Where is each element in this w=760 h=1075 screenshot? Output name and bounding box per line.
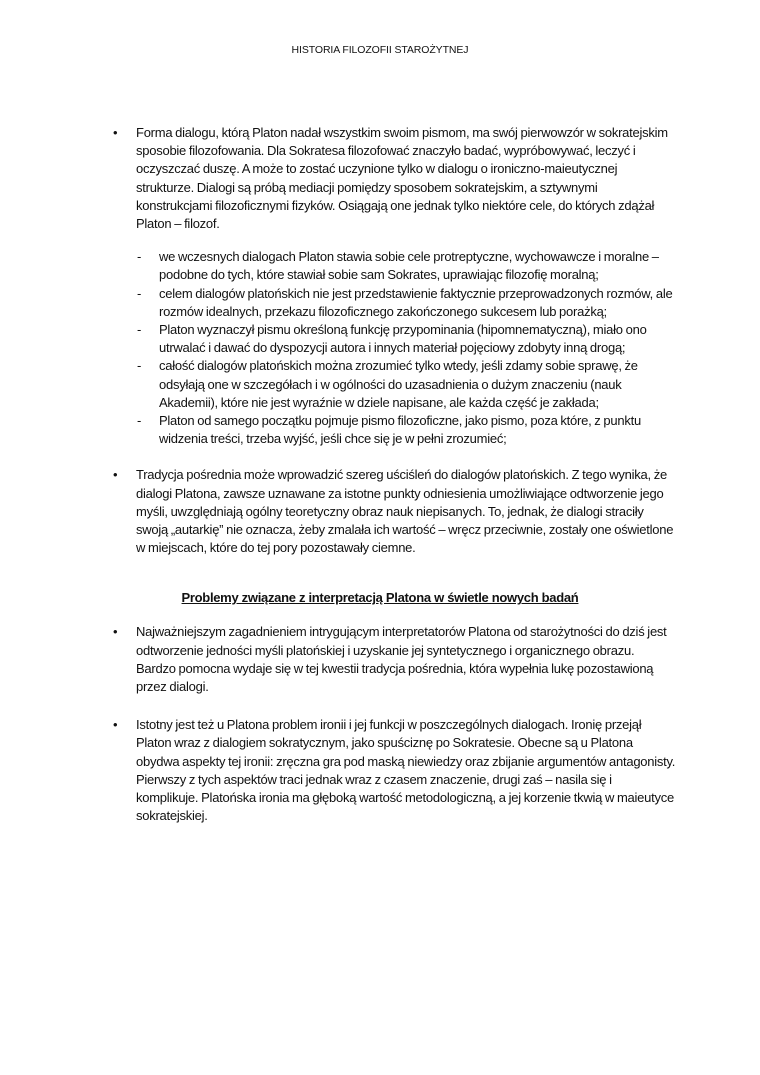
bullet-marker: •: [113, 624, 118, 640]
bullet-paragraph-indirect-tradition: [113, 466, 676, 557]
dash-marker: -: [137, 413, 142, 429]
dash-marker: -: [137, 285, 142, 301]
document-body: [0, 124, 760, 826]
running-header: HISTORIA FILOZOFII STAROŻYTNEJ: [291, 44, 469, 56]
bullet-paragraph-irony: [113, 716, 676, 825]
paragraph-text: Tradycja pośrednia może wprowadzić szereg uściśleń do dialogów platońskich. Z tego wynika, że dialogi Platona, zawsze uznawane za istotne punkty odniesienia umożliwiające odtworzenie jego myśli, uwzględniają ogólny teoretyczny obraz nauk niepisanych. To, jednak, że dialogi straciły swoją „autarkię” nie oznacza, żeby zmalała ich wartość – wręcz przeciwnie, zostały one oświetlone w miejscach, które do tej pory pozostawały ciemne.: [136, 467, 674, 556]
bullet-marker: •: [113, 467, 118, 483]
dash-item: [137, 285, 677, 321]
dash-item-text: Platon wyznaczył pismu określoną funkcję przypominania (hipomnematyczną), miało ono utrwalać i dawać do dyspozycji autora i innych materiał pojęciowy zdobyty inną drogą;: [159, 322, 647, 356]
dash-marker: -: [137, 322, 142, 338]
bullet-marker: •: [113, 125, 118, 140]
bullet-paragraph-dialog-form: [113, 124, 676, 233]
paragraph-text: Forma dialogu, którą Platon nadał wszystkim swoim pismom, ma swój pierwowzór w sokratejskim sposobie filozofowania. Dla Sokratesa filozofować znaczyło badać, wypróbowywać, leczyć i oczyszczać duszę. A może to zostać uczynione tylko w dialogu o ironiczno-maieutycznej strukturze. Dialogi są próbą mediacji pomiędzy sposobem sokratejskim, a sztywnymi konstrukcjami filozoficznymi fizyków. Osiągają one jednak tylko niektóre cele, do których zdążał Platon – filozof.: [136, 125, 668, 232]
dash-marker: -: [137, 249, 142, 265]
dash-item-text: celem dialogów platońskich nie jest przedstawienie faktycznie przeprowadzonych rozmów, ale rozmów idealnych, przekazu filozoficznego zakończonego sukcesem lub porażką;: [159, 285, 673, 319]
dash-item: [137, 412, 677, 448]
dash-item-text: całość dialogów platońskich można zrozumieć tylko wtedy, jeśli zdamy sobie sprawę, że odsyłają one w szczegółach i w ogólności do uzasadnienia o dużym znaczeniu (nauk Akademii), które nie jest wyraźnie w dziele napisane, ale każda część je zakłada;: [159, 358, 638, 410]
dash-item: [137, 321, 677, 357]
bullet-paragraph-unity-of-thought: [113, 623, 676, 696]
dash-item: [137, 248, 677, 284]
paragraph-text: Istotny jest też u Platona problem ironii i jej funkcji w poszczególnych dialogach. Ironię przejął Platon wraz z dialogiem sokratycznym, jako spuściznę po Sokratesie. Obecne są u Platona obydwa aspekty tej ironii: zręczna gra pod maską niewiedzy oraz zbijanie argumentów antagonisty. Pierwszy z tych aspektów traci jednak wraz z czasem znaczenie, drugi zaś – nasila się i komplikuje. Platońska ironia ma głęboką wartość metodologiczną, a jej korzenie tkwią w maieutyce sokratejskiej.: [136, 717, 676, 824]
dash-item-text: Platon od samego początku pojmuje pismo filozoficzne, jako pismo, poza które, z punktu widzenia treści, trzeba wyjść, jeśli chce się je w pełni zrozumieć;: [159, 413, 641, 447]
bullet-marker: •: [113, 717, 118, 733]
paragraph-text: Najważniejszym zagadnieniem intrygującym interpretatorów Platona od starożytności do dziś jest odtworzenie jedności myśli platońskiej i uzyskanie jej syntetycznego i organicznego obrazu. Bardzo pomocna wydaje się w tej kwestii tradycja pośrednia, która wypełnia lukę pozostawioną przez dialogi.: [136, 624, 667, 695]
dash-marker: -: [137, 358, 142, 374]
dash-list: [0, 248, 760, 448]
section-heading: Problemy związane z interpretacją Platona w świetle nowych badań: [181, 590, 579, 606]
dash-item: [137, 357, 677, 412]
dash-item-text: we wczesnych dialogach Platon stawia sobie cele protreptyczne, wychowawcze i moralne – podobne do tych, które stawiał sobie sam Sokrates, uprawiając filozofię moralną;: [159, 249, 659, 283]
